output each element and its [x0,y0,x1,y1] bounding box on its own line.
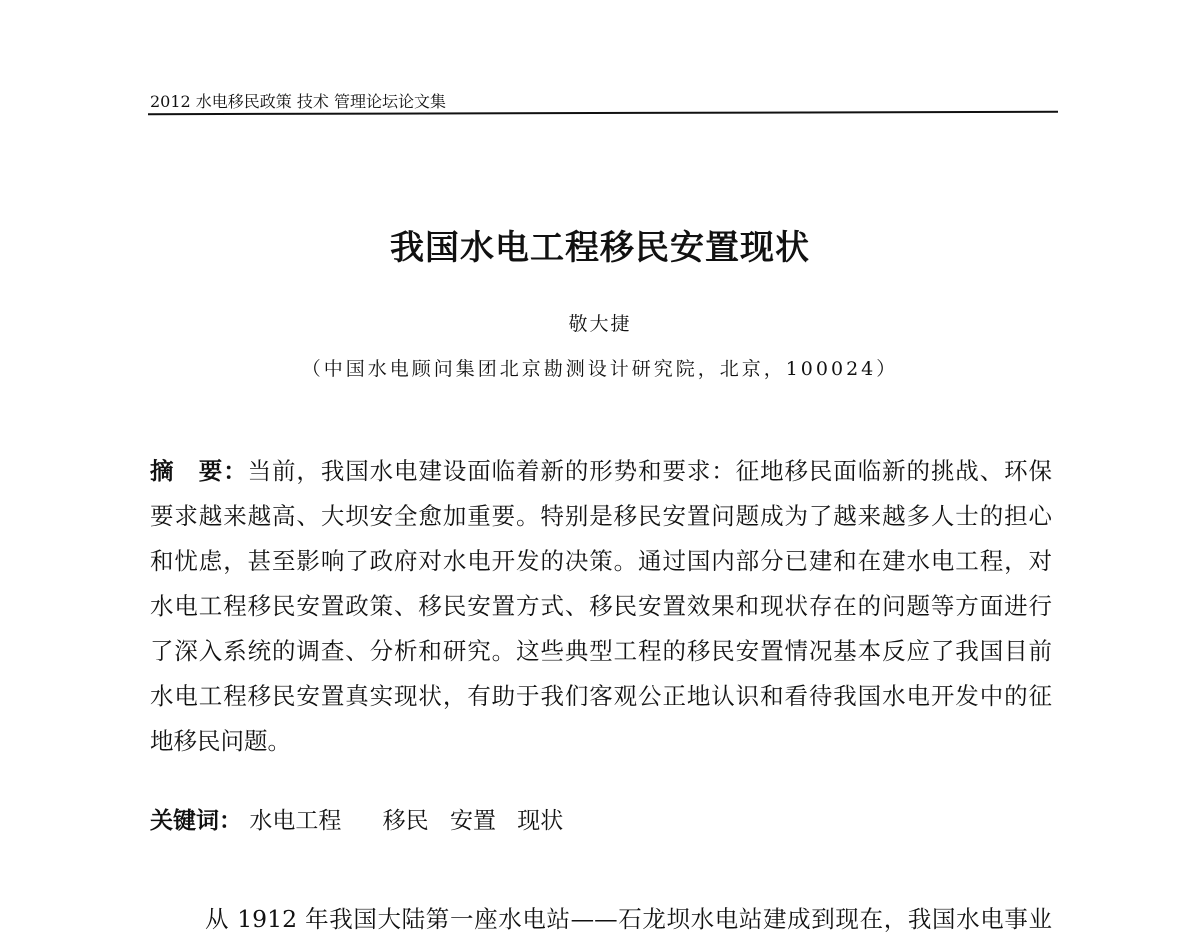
abstract-line: 地移民问题。 [150,727,291,755]
abstract-line: 水电工程移民安置真实现状，有助于我们客观公正地认识和看待我国水电开发中的征 [150,682,1052,710]
keyword: 水电工程 [249,808,342,834]
abstract-line: 了深入系统的调查、分析和研究。这些典型工程的移民安置情况基本反应了我国目前 [150,637,1052,665]
abstract-line: 和忧虑，甚至影响了政府对水电开发的决策。通过国内部分已建和在建水电工程，对 [150,547,1052,575]
author-name: 敬大捷 [568,313,632,335]
abstract-line: 水电工程移民安置政策、移民安置方式、移民安置效果和现状存在的问题等方面进行 [150,592,1052,620]
keyword: 移民 [382,808,429,834]
abstract-line [150,452,1052,486]
body-paragraph-line: 从 1912 年我国大陆第一座水电站——石龙坝水电站建成到现在，我国水电事业 [205,905,1052,933]
author-affiliation: （中国水电顾问集团北京勘测设计研究院，北京，100024） [301,358,899,380]
keywords-label: 关键词： [150,807,242,834]
abstract-line: 要求越来越高、大坝安全愈加重要。特别是移民安置问题成为了越来越多人士的担心 [150,502,1052,530]
keyword: 现状 [517,808,564,834]
keywords [150,802,563,835]
abstract-label: 摘 要： [150,457,248,485]
paper-title: 我国水电工程移民安置现状 [390,228,810,268]
abstract-text: 当前，我国水电建设面临着新的形势和要求：征地移民面临新的挑战、环保 [247,457,1053,485]
running-header: 2012 水电移民政策 技术 管理论坛论文集 [150,92,446,111]
keyword: 安置 [449,808,496,834]
